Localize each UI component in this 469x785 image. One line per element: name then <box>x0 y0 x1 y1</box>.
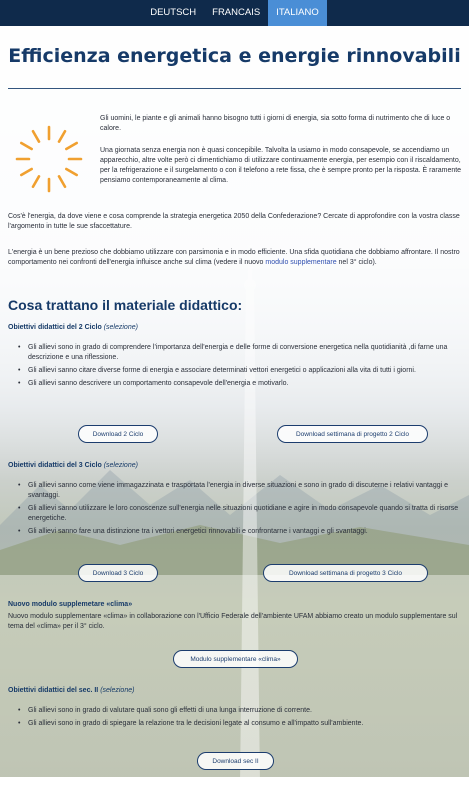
cycle2-objectives <box>18 343 463 392</box>
cycle2-heading: Obiettivi didattici del 2 Ciclo (selezione) <box>8 324 138 331</box>
energy-question-paragraph: Cos'è l'energia, da dove viene e cosa comprende la strategia energetica 2050 della Confederazione? Cercate di approfondire con la vostra classe l'argomento in tutte le sue sfaccettature. <box>8 213 460 230</box>
list-item: • Gli allievi sono in grado di comprendere l'importanza dell'energia e delle forme di conversione energetica nella quotidianità ,di farne una descrizione e una riflessione. <box>18 343 463 363</box>
climate-heading: Nuovo modulo supplemetare «clima» <box>8 601 133 608</box>
cycle3-heading: Obiettivi didattici del 3 Ciclo (selezione) <box>8 462 138 469</box>
download-week-cycle3-button[interactable]: Download settimana di progetto 3 Ciclo <box>263 564 428 582</box>
cycle3-objectives <box>18 481 463 540</box>
sec2-heading: Obiettivi didattici del sec. II (selezione) <box>8 687 135 694</box>
intro-paragraph-1: Gli uomini, le piante e gli animali hanno bisogno tutti i giorni di energia, sia sotto forma di nutrimento che di luce o calore. <box>100 115 451 132</box>
list-item: • Gli allievi sanno citare diverse forme di energia e associare determinati vettori energetici o applicazioni alla vita di tutti i giorni. <box>18 366 463 376</box>
lang-deutsch[interactable]: DEUTSCH <box>150 7 197 18</box>
modulo-supplementare-link[interactable]: modulo supplementare <box>265 259 337 266</box>
download-week-cycle2-button[interactable]: Download settimana di progetto 2 Ciclo <box>277 425 428 443</box>
download-cycle3-button[interactable]: Download 3 Ciclo <box>78 564 158 582</box>
list-item: • Gli allievi sanno descrivere un comportamento consapevole dell'energia e motivarlo. <box>18 379 463 389</box>
list-item: • Gli allievi sanno utilizzare le loro conoscenze sull'energia nelle situazioni quotidiane e agire in modo consapevole quando si tratta di risorse energetiche. <box>18 504 463 524</box>
list-item: • Gli allievi sono in grado di valutare quali sono gli effetti di una lunga interruzione di corrente. <box>18 706 463 716</box>
climate-text: Nuovo modulo supplementare «clima» in collaborazione con l'Ufficio Federale dell'ambiente UFAM abbiamo creato un modulo supplementare sul tema del «clima» per il 3° ciclo. <box>8 613 458 630</box>
sec2-objectives <box>18 706 463 732</box>
section-title: Cosa trattano il materiale didattico: <box>8 297 243 313</box>
list-item: • Gli allievi sanno come viene immagazzinata e trasportata l'energia in diverse situazioni e sono in grado di discuterne i relativi vantaggi e svantaggi. <box>18 481 463 501</box>
intro-paragraph-2: Una giornata senza energia non è quasi concepibile. Talvolta la usiamo in modo consapevole, se accendiamo un apparecchio, altre volte però ci dimentichiamo di utilizzare continuamente energia, per esempio con il riscaldamento, per la refrigerazione e il surgelamento o con il telefono a rete fissa, che è sempre pronto per la risposta. È raramente pensiamo contemporaneamente al clima. <box>100 147 462 184</box>
lang-francais[interactable]: FRANCAIS <box>212 7 261 18</box>
page-title: Efficienza energetica e energie rinnovabili <box>8 45 461 67</box>
intro-text <box>100 114 462 198</box>
download-cycle2-button[interactable]: Download 2 Ciclo <box>78 425 158 443</box>
lang-italiano[interactable]: ITALIANO <box>268 0 327 26</box>
climate-module-button[interactable]: Modulo supplementare «clima» <box>173 650 298 668</box>
title-divider <box>8 88 461 89</box>
download-sec2-button[interactable]: Download sec II <box>197 752 274 770</box>
sun-icon <box>14 124 84 194</box>
list-item: • Gli allievi sanno fare una distinzione tra i vettori energetici rinnovabili e confrontarne i vantaggi e gli svantaggi. <box>18 527 463 537</box>
list-item: • Gli allievi sono in grado di spiegare la relazione tra le decisioni legate al consumo e all'impatto sull'ambiente. <box>18 719 463 729</box>
energy-precious-paragraph: L'energia è un bene prezioso che dobbiamo utilizzare con parsimonia e in modo efficiente. Una sfida quotidiana che dobbiamo affrontare. Il nostro comportamento nei confronti dell'energia influisce anche sul clima (vedere il nuovo modulo supplementare nel 3° ciclo). <box>8 249 460 266</box>
language-nav <box>0 0 469 26</box>
